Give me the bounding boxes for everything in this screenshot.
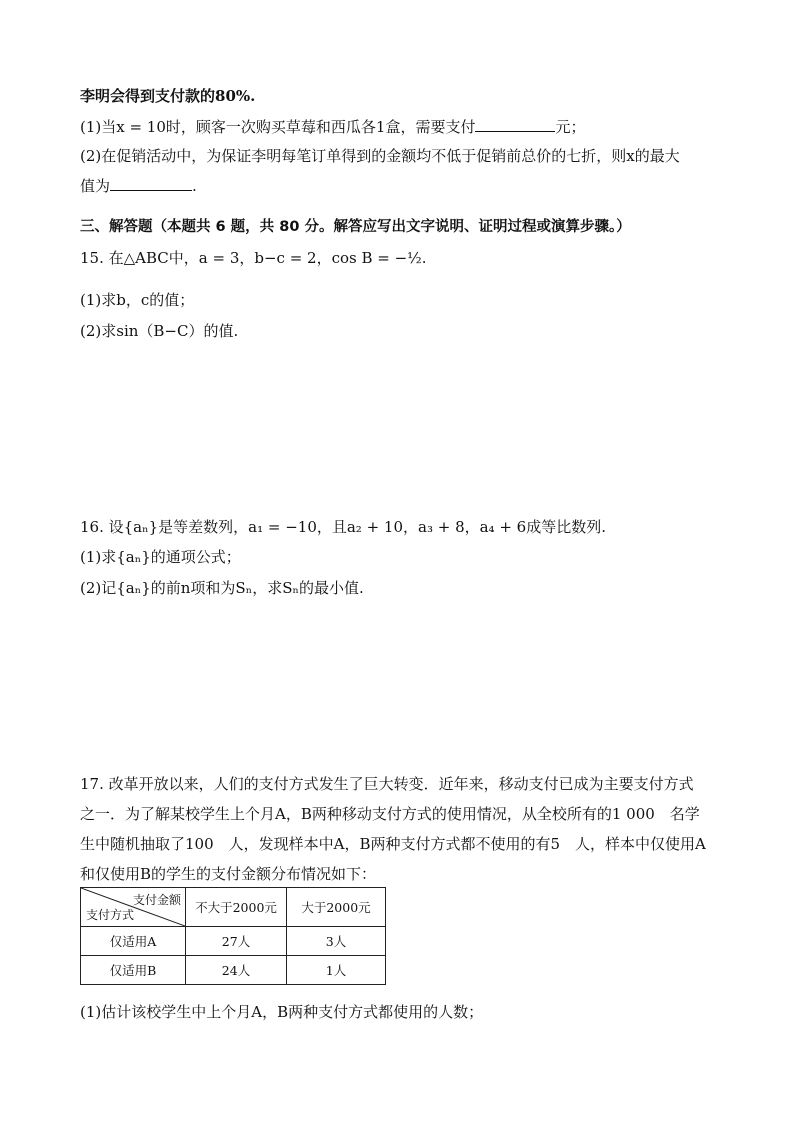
question-14-part-2-cont: [80, 176, 722, 196]
question-16: 16. 设{aₙ}是等差数列，a₁ = −10，且a₂ + 10，a₃ + 8，a₄ + 6成等比数列.: [80, 518, 606, 536]
question-15: 15. 在△ABC中，a = 3，b−c = 2，cos B = −½.: [80, 249, 427, 267]
corner-bottom-label: 支付方式: [86, 908, 135, 922]
column-header: 大于2000元: [287, 888, 386, 927]
table-row: [81, 956, 386, 985]
text-segment: 元；: [555, 118, 586, 136]
question-16-part-2: (2)记{aₙ}的前n项和为Sₙ，求Sₙ的最小值.: [80, 579, 364, 597]
section-heading: 三、解答题（本题共 6 题，共 80 分。解答应写出文字说明、证明过程或演算步骤。）: [80, 219, 631, 235]
text-segment: .: [192, 177, 197, 195]
table-row: [81, 927, 386, 956]
question-17-line-3: 生中随机抽取了100 人，发现样本中A，B两种支付方式都不使用的有5 人，样本中仅使用A: [80, 835, 706, 853]
table-cell: 27人: [186, 927, 287, 956]
table-cell: 3人: [287, 927, 386, 956]
question-15-part-2: (2)求sin（B−C）的值.: [80, 322, 239, 340]
question-14-part-1: [80, 117, 722, 137]
question-17: 17. 改革开放以来，人们的支付方式发生了巨大转变．近年来，移动支付已成为主要支付方式: [80, 775, 694, 793]
question-16-part-1: (1)求{aₙ}的通项公式；: [80, 548, 241, 566]
corner-top-label: 支付金额: [132, 893, 181, 907]
payment-table: [80, 887, 386, 985]
question-15-part-1: (1)求b，c的值；: [80, 291, 195, 309]
answer-blank[interactable]: [110, 176, 192, 191]
table-cell: 1人: [287, 956, 386, 985]
row-label: 仅适用B: [81, 956, 186, 985]
text-segment: (1)当x = 10时，顾客一次购买草莓和西瓜各1盒，需要支付: [80, 118, 476, 136]
table-cell: 24人: [186, 956, 287, 985]
question-17-line-4: 和仅使用B的学生的支付金额分布情况如下：: [80, 865, 377, 883]
question-17-part-1: (1)估计该校学生中上个月A，B两种支付方式都使用的人数；: [80, 1003, 484, 1021]
answer-blank[interactable]: [475, 117, 555, 132]
question-14-part-2: (2)在促销活动中，为保证李明每笔订单得到的金额均不低于促销前总价的七折，则x的最大: [80, 147, 680, 165]
text-segment: 值为: [80, 177, 111, 195]
row-label: 仅适用A: [81, 927, 186, 956]
table-corner-cell: [81, 888, 186, 927]
table-header-row: [81, 888, 386, 927]
question-17-line-2: 之一．为了解某校学生上个月A，B两种移动支付方式的使用情况，从全校所有的1 000 名学: [80, 805, 700, 823]
text-line: 李明会得到支付款的80%.: [80, 87, 256, 105]
column-header: 不大于2000元: [186, 888, 287, 927]
